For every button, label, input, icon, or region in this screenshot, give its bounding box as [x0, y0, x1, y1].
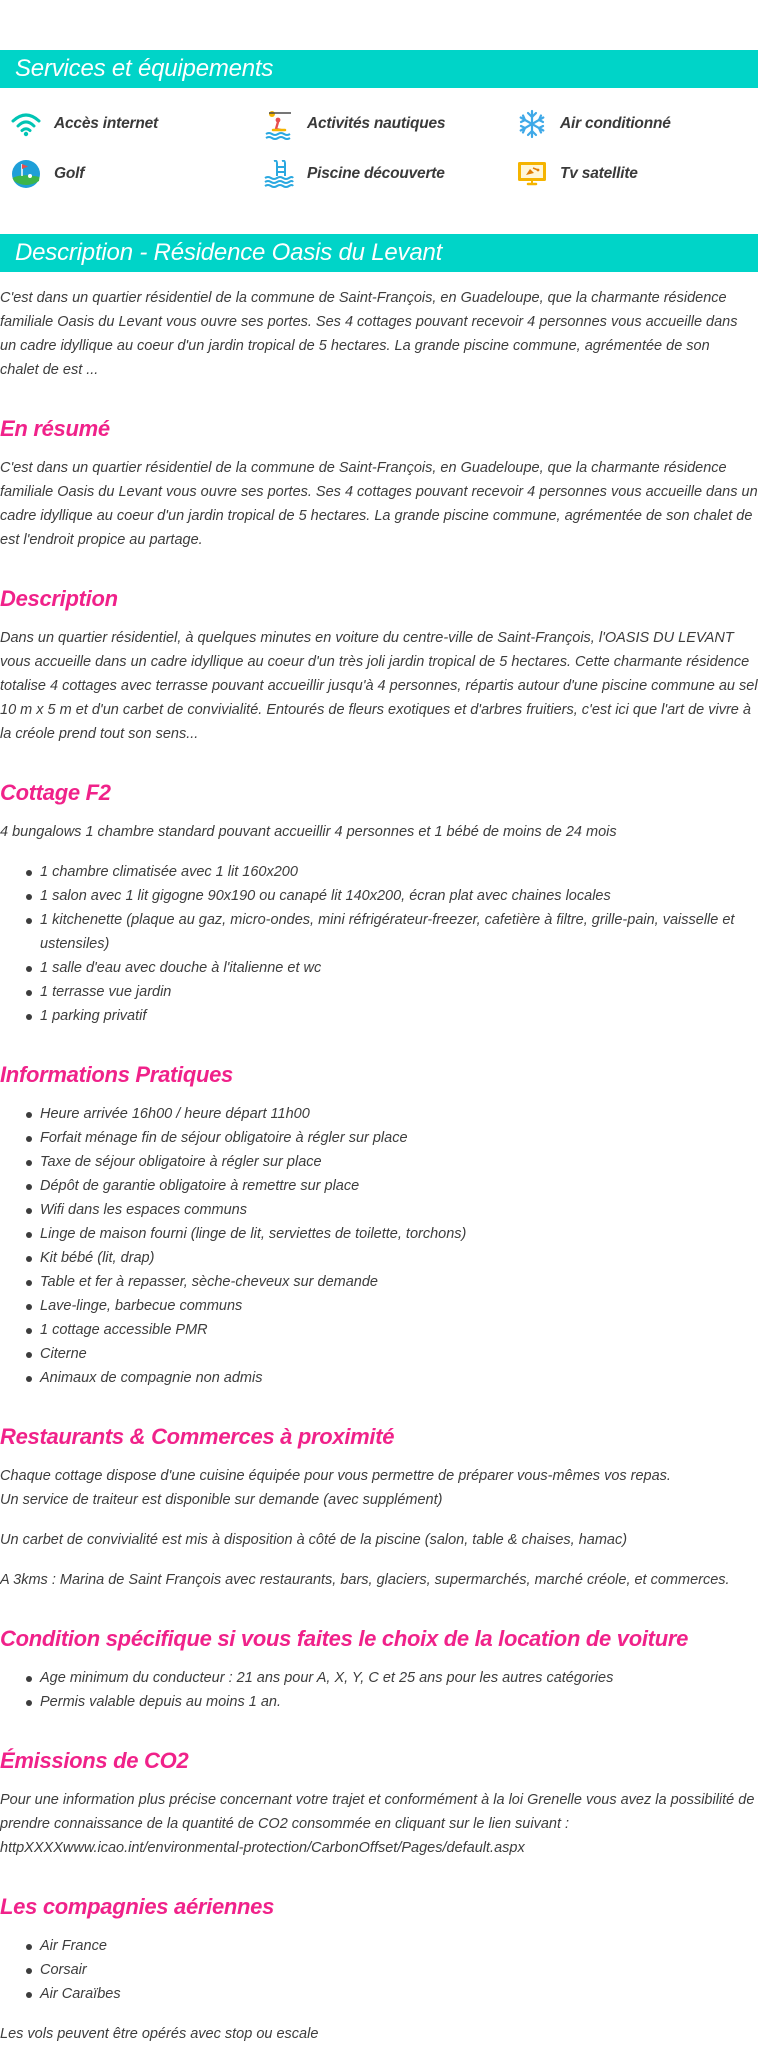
content — [0, 272, 758, 2046]
service-clim — [516, 106, 758, 142]
list-item: Air France — [24, 1934, 758, 1958]
compagnies-list — [0, 1934, 758, 2006]
list-item: Air Caraïbes — [24, 1982, 758, 2006]
list-item: 1 salle d'eau avec douche à l'italienne et wc — [24, 956, 758, 980]
co2-description: Pour une information plus précise concernant votre trajet et conformément à la loi Grenelle vous avez la possibilité de prendre connaissance de la quantité de CO2 consommée en cliquant sur le lien suivant : — [0, 1792, 755, 1832]
section-title: Informations Pratiques — [0, 1062, 233, 1087]
restaurants-carbet: Un carbet de convivialité est mis à disposition à côté de la piscine (salon, table & chaises, hamac) — [0, 1532, 628, 1548]
description-text: Dans un quartier résidentiel, à quelques minutes en voiture du centre-ville de Saint-François, l'OASIS DU LEVANT vous accueille dans un cadre idyllique au coeur d'un très joli jardin tropical de 5 hectares. Cette charmante résidence totalise 4 cottages avec terrasse pouvant accueillir jusqu'à 4 personnes, répartis autour d'une piscine commune au sel 10 m x 5 m et d'un carbet de convivialité. Entourés de fleurs exotiques et d'arbres fruitiers, c'est ici que l'art de vivre à la créole prend tout son sens... — [0, 630, 758, 742]
list-item: Forfait ménage fin de séjour obligatoire à régler sur place — [24, 1126, 758, 1150]
service-golf — [10, 156, 263, 192]
list-item: 1 chambre climatisée avec 1 lit 160x200 — [24, 860, 758, 884]
list-item: 1 kitchenette (plaque au gaz, micro-ondes, mini réfrigérateur-freezer, cafetière à filtre, grille-pain, vaisselle et ustensiles) — [24, 908, 758, 956]
description-banner: Description - Résidence Oasis du Levant — [0, 234, 758, 272]
section-title: Cottage F2 — [0, 780, 111, 805]
list-item: 1 salon avec 1 lit gigogne 90x190 ou canapé lit 140x200, écran plat avec chaines locales — [24, 884, 758, 908]
list-item: Lave-linge, barbecue communs — [24, 1294, 758, 1318]
service-tv — [516, 156, 758, 192]
infos-list — [0, 1102, 758, 1390]
section-title: Émissions de CO2 — [0, 1748, 189, 1773]
service-label: Golf — [54, 165, 85, 182]
list-item: Corsair — [24, 1958, 758, 1982]
service-internet — [10, 106, 263, 142]
list-item: 1 parking privatif — [24, 1004, 758, 1028]
list-item: Kit bébé (lit, drap) — [24, 1246, 758, 1270]
section-compagnies — [0, 1892, 758, 2046]
section-description — [0, 584, 758, 746]
co2-link[interactable]: httpXXXXwww.icao.int/environmental-protection/CarbonOffset/Pages/default.aspx — [0, 1840, 525, 1856]
resume-text: C'est dans un quartier résidentiel de la commune de Saint-François, en Guadeloupe, que la charmante résidence familiale Oasis du Levant vous ouvre ses portes. Ses 4 cottages pouvant recevoir 4 personnes vous accueille dans un cadre idyllique au coeur d'un jardin tropical de 5 hectares. La grande piscine commune, agrémentée de son chalet de est l'endroit propice au partage. — [0, 460, 758, 548]
services-banner: Services et équipements — [0, 50, 758, 88]
restaurants-line-1: Chaque cottage dispose d'une cuisine équipée pour vous permettre de préparer vous-mêmes vos repas. — [0, 1468, 671, 1484]
list-item: Taxe de séjour obligatoire à régler sur place — [24, 1150, 758, 1174]
golf-icon — [10, 158, 42, 190]
list-item: Linge de maison fourni (linge de lit, serviettes de toilette, torchons) — [24, 1222, 758, 1246]
list-item: Permis valable depuis au moins 1 an. — [24, 1690, 758, 1714]
section-title: Condition spécifique si vous faites le choix de la location de voiture — [0, 1626, 689, 1651]
section-title: Les compagnies aériennes — [0, 1894, 275, 1919]
list-item: 1 terrasse vue jardin — [24, 980, 758, 1004]
wifi-icon — [10, 108, 42, 140]
restaurants-text — [0, 1464, 758, 1512]
voiture-list — [0, 1666, 758, 1714]
list-item: Wifi dans les espaces communs — [24, 1198, 758, 1222]
cottage-list — [0, 860, 758, 1028]
tv-icon — [516, 158, 548, 190]
service-nautique — [263, 106, 516, 142]
snowflake-icon — [516, 108, 548, 140]
list-item: Heure arrivée 16h00 / heure départ 11h00 — [24, 1102, 758, 1126]
service-piscine — [263, 156, 516, 192]
services-grid — [0, 88, 758, 192]
restaurants-line-2: Un service de traiteur est disponible sur demande (avec supplément) — [0, 1492, 443, 1508]
section-title: Description — [0, 586, 118, 611]
cottage-text: 4 bungalows 1 chambre standard pouvant accueillir 4 personnes et 1 bébé de moins de 24 mois — [0, 824, 617, 840]
pool-icon — [263, 158, 295, 190]
list-item: Animaux de compagnie non admis — [24, 1366, 758, 1390]
list-item: 1 cottage accessible PMR — [24, 1318, 758, 1342]
list-item: Age minimum du conducteur : 21 ans pour A, X, Y, C et 25 ans pour les autres catégories — [24, 1666, 758, 1690]
compagnies-note: Les vols peuvent être opérés avec stop ou escale — [0, 2026, 319, 2042]
section-resume — [0, 414, 758, 552]
restaurants-marina: A 3kms : Marina de Saint François avec restaurants, bars, glaciers, supermarchés, marché créole, et commerces. — [0, 1572, 730, 1588]
section-voiture — [0, 1624, 758, 1714]
section-cottage — [0, 778, 758, 1028]
service-label: Tv satellite — [560, 165, 638, 182]
list-item: Citerne — [24, 1342, 758, 1366]
section-title: En résumé — [0, 416, 110, 441]
list-item: Dépôt de garantie obligatoire à remettre sur place — [24, 1174, 758, 1198]
service-label: Piscine découverte — [307, 165, 445, 182]
list-item: Table et fer à repasser, sèche-cheveux sur demande — [24, 1270, 758, 1294]
service-label: Accès internet — [54, 115, 159, 132]
watersports-icon — [263, 108, 295, 140]
section-co2 — [0, 1746, 758, 1860]
co2-text — [0, 1788, 758, 1860]
section-restaurants — [0, 1422, 758, 1592]
intro-text: C'est dans un quartier résidentiel de la commune de Saint-François, en Guadeloupe, que la charmante résidence familiale Oasis du Levant vous ouvre ses portes. Ses 4 cottages pouvant recevoir 4 personnes vous accueille dans un cadre idyllique au coeur d'un jardin tropical de 5 hectares. La grande piscine commune, agrémentée de son chalet de est ... — [0, 290, 738, 378]
section-title: Restaurants & Commerces à proximité — [0, 1424, 395, 1449]
section-infos — [0, 1060, 758, 1390]
service-label: Air conditionné — [560, 115, 671, 132]
service-label: Activités nautiques — [307, 115, 446, 132]
